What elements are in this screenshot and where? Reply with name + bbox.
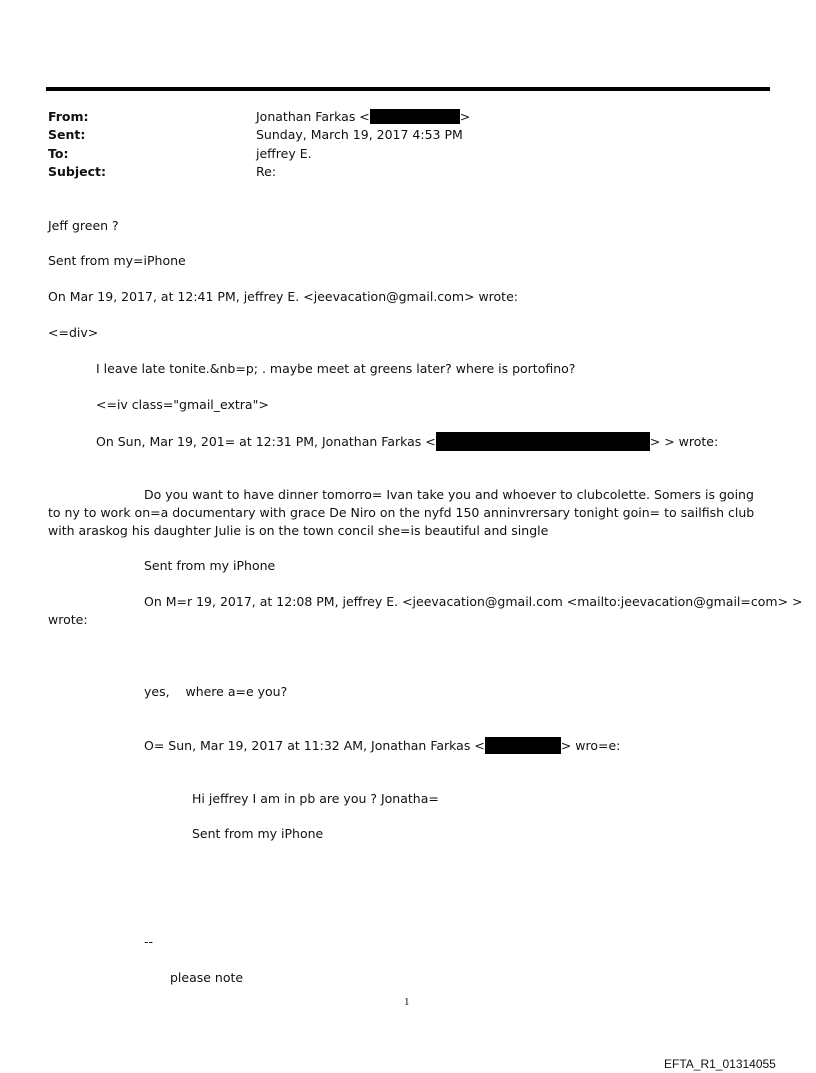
o-sun-line bbox=[144, 737, 620, 754]
body-line-1: Jeff green ? bbox=[48, 218, 119, 233]
body-line-3: On Mar 19, 2017, at 12:41 PM, jeffrey E. <jeevacation@gmail.com> wrote: bbox=[48, 289, 518, 304]
o-sun-pre: O= Sun, Mar 19, 2017 at 11:32 AM, Jonathan Farkas < bbox=[144, 738, 485, 753]
quote-line-3 bbox=[96, 432, 718, 451]
wrote-line: wrote: bbox=[48, 612, 88, 627]
quote-line-1: I leave late tonite.&nb=p; . maybe meet at greens later? where is portofino? bbox=[96, 361, 576, 376]
from-label: From: bbox=[48, 109, 89, 124]
redaction-box bbox=[485, 737, 561, 754]
redaction-box bbox=[436, 432, 650, 451]
subject-label: Subject: bbox=[48, 164, 106, 179]
quote-line-2: <=iv class="gmail_extra"> bbox=[96, 397, 269, 412]
redaction-box bbox=[370, 109, 460, 124]
sent-from-iphone-2: Sent from my iPhone bbox=[192, 826, 324, 841]
dinner-paragraph: Do you want to have dinner tomorro= Ivan take you and whoever to clubcolette. Somers is going to ny to work on=a documentary with grace De Niro on the nyfd 150 anninvrersary tonight goin= to sailfish club with araskog his daughter Julie is on the town concil she=is beautiful and single bbox=[48, 487, 755, 538]
document-id: EFTA_R1_01314055 bbox=[664, 1057, 776, 1071]
header-rule bbox=[46, 87, 770, 91]
from-value bbox=[256, 109, 470, 125]
from-end: > bbox=[459, 109, 471, 124]
sent-value: Sunday, March 19, 2017 4:53 PM bbox=[256, 127, 463, 142]
please-note: please note bbox=[170, 970, 244, 985]
o-sun-post: > wro=e: bbox=[560, 738, 621, 753]
subject-value: Re: bbox=[256, 164, 277, 179]
yes-line: yes, where a=e you? bbox=[144, 684, 288, 699]
signature-dashes: -- bbox=[144, 934, 154, 949]
hi-line: Hi jeffrey I am in pb are you ? Jonatha= bbox=[192, 791, 439, 806]
from-name: Jonathan Farkas < bbox=[256, 109, 370, 124]
body-line-4: <=div> bbox=[48, 325, 99, 340]
sent-from-iphone: Sent from my iPhone bbox=[144, 558, 276, 573]
to-label: To: bbox=[48, 146, 69, 161]
body-line-2: Sent from my=iPhone bbox=[48, 253, 186, 268]
quote3-post: > > wrote: bbox=[649, 434, 719, 449]
sent-label: Sent: bbox=[48, 127, 86, 142]
quote3-pre: On Sun, Mar 19, 201= at 12:31 PM, Jonathan Farkas < bbox=[96, 434, 436, 449]
page-number: 1 bbox=[404, 996, 410, 1008]
to-value: jeffrey E. bbox=[256, 146, 312, 161]
on-mar-line: On M=r 19, 2017, at 12:08 PM, jeffrey E. <jeevacation@gmail.com <mailto:jeevacation@gmail=com> > bbox=[144, 594, 803, 609]
